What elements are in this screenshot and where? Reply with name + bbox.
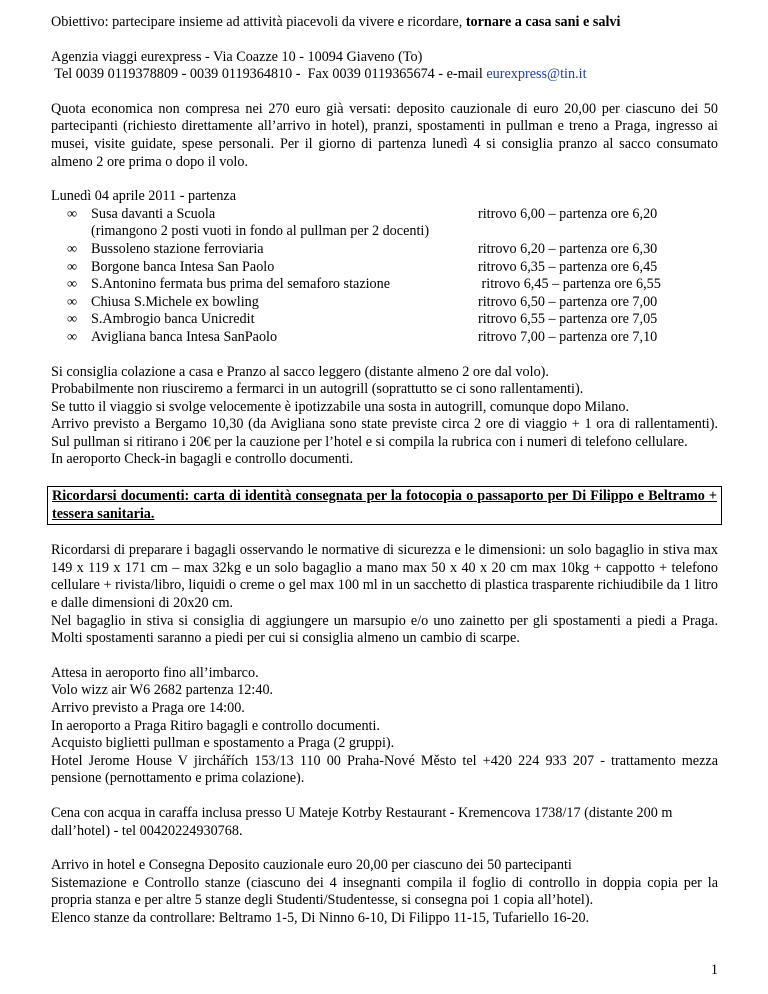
stop-time: ritrovo 6,50 – partenza ore 7,00 — [478, 293, 658, 310]
quota-paragraph: Quota economica non compresa nei 270 euro già versati: deposito cauzionale di euro 20,00 per ciascuno dei 50 partecipanti (richiesto direttamente all’arrivo in hotel), pranzi, spostamenti in pullman e treno a Praga, ingresso ai musei, visite guidate, spese personali. Per il giorno di partenza lunedì 4 si consiglia pranzo al sacco consumato almeno 2 ore prima o dopo il volo. — [51, 100, 718, 170]
page-number: 1 — [710, 962, 718, 978]
infinity-bullet-icon: ∞ — [67, 311, 78, 328]
hotel-line: Sistemazione e Controllo stanze (ciascuno dei 4 insegnanti compila il foglio di controllo in doppia copia per la propria stanza e per altre 5 stanze degli Studenti/Studentesse, si consegna poi 1 copia all’hotel). — [51, 874, 718, 909]
stop-time: ritrovo 6,45 – partenza ore 6,55 — [478, 276, 661, 293]
stop-place: Avigliana banca Intesa SanPaolo — [91, 328, 278, 345]
departure-stops-list — [51, 206, 718, 347]
stop-time: ritrovo 6,20 – partenza ore 6,30 — [478, 240, 658, 257]
infinity-bullet-icon: ∞ — [67, 293, 78, 310]
departure-heading: Lunedì 04 aprile 2011 - partenza — [51, 188, 237, 205]
objective-lead: Obiettivo: partecipare insieme ad attività piacevoli da vivere e ricordare, — [51, 14, 466, 30]
flight-line: Attesa in aeroporto fino all’imbarco. — [51, 664, 259, 681]
stop-note: (rimangono 2 posti vuoti in fondo al pullman per 2 docenti) — [91, 223, 430, 240]
stop-item — [51, 259, 718, 277]
agency-contacts — [51, 66, 718, 84]
advice-line: Si consiglia colazione a casa e Pranzo al sacco leggero (distante almeno 2 ore dal volo). — [51, 363, 549, 380]
flight-line: Hotel Jerome House V jirchářích 153/13 110 00 Praha-Nové Město tel +420 224 933 207 - trattamento mezza pensione (pernottamento e prima colazione). — [51, 752, 718, 787]
dinner-paragraph: Cena con acqua in caraffa inclusa presso U Mateje Kotrby Restaurant - Kremencova 1738/17 (distante 200 m dall’hotel) - tel 00420224930768. — [51, 804, 673, 839]
infinity-bullet-icon: ∞ — [67, 276, 78, 293]
stop-time: ritrovo 7,00 – partenza ore 7,10 — [478, 328, 658, 345]
stop-item — [51, 241, 718, 259]
infinity-bullet-icon: ∞ — [67, 205, 78, 222]
stop-item — [51, 276, 718, 294]
flight-line: Acquisto biglietti pullman e spostamento a Praga (2 gruppi). — [51, 735, 395, 752]
infinity-bullet-icon: ∞ — [67, 328, 78, 345]
stop-time: ritrovo 6,35 – partenza ore 6,45 — [478, 258, 658, 275]
stop-place: S.Antonino fermata bus prima del semaforo stazione — [91, 276, 391, 293]
stop-place: S.Ambrogio banca Unicredit — [91, 311, 255, 328]
stop-place: Bussoleno stazione ferroviaria — [91, 240, 264, 257]
stop-place: Borgone banca Intesa San Paolo — [91, 258, 275, 275]
advice-line: Arrivo previsto a Bergamo 10,30 (da Avigliana sono state previste circa 2 ore di viaggio + 1 ora di rallentamenti). Sul pullman si ritirano i 20€ per la cauzione per l’hotel e si compila la rubrica con i numeri di telefono cellulare. — [51, 416, 718, 450]
stop-place: Susa davanti a Scuola — [91, 205, 216, 222]
agency-phones: Tel 0039 0119378809 - 0039 0119364810 - Fax 0039 0119365674 - e-mail — [51, 66, 487, 83]
stop-time: ritrovo 6,55 – partenza ore 7,05 — [478, 311, 658, 328]
agency-email-link[interactable]: eurexpress@tin.it — [486, 66, 587, 83]
luggage-paragraph: Nel bagaglio in stiva si consiglia di aggiungere un marsupio e/o uno zainetto per gli spostamenti a piedi a Praga. Molti spostamenti saranno a piedi per cui si consiglia almeno un cambio di scarpe. — [51, 612, 718, 647]
infinity-bullet-icon: ∞ — [67, 258, 78, 275]
documents-reminder-box: Ricordarsi documenti: carta di identità consegnata per la fotocopia o passaporto per Di Filippo e Beltramo + tessera sanitaria. — [47, 486, 722, 525]
luggage-paragraph: Ricordarsi di preparare i bagagli osservando le normative di sicurezza e le dimensioni: un solo bagaglio in stiva max 149 x 119 x 171 cm – max 32kg e un solo bagaglio a mano max 50 x 40 x 20 cm max 10kg + cappotto + telefono cellulare + rivista/libro, liquidi o creme o gel max 100 ml in un sacchetto di plastica trasparente richiudibile da 1 litro e dalle dimensioni di 20x20 cm. — [51, 542, 718, 612]
advice-line: Se tutto il viaggio si svolge velocemente è ipotizzabile una sosta in autogrill, comunque dopo Milano. — [51, 398, 630, 415]
flight-line: Arrivo previsto a Praga ore 14:00. — [51, 700, 245, 716]
objective-line — [51, 14, 718, 32]
agency-address: Agenzia viaggi eurexpress - Via Coazze 10 - 10094 Giaveno (To) — [51, 48, 423, 65]
stop-item — [51, 329, 718, 347]
stop-item — [51, 206, 718, 224]
stop-item — [51, 311, 718, 329]
flight-line: Volo wizz air W6 2682 partenza 12:40. — [51, 682, 274, 699]
infinity-bullet-icon: ∞ — [67, 240, 78, 257]
stop-time: ritrovo 6,00 – partenza ore 6,20 — [478, 205, 658, 222]
hotel-line: Arrivo in hotel e Consegna Deposito cauzionale euro 20,00 per ciascuno dei 50 partecipanti — [51, 857, 572, 874]
stop-place: Chiusa S.Michele ex bowling — [91, 293, 259, 310]
advice-line: In aeroporto Check-in bagagli e controllo documenti. — [51, 451, 354, 468]
hotel-line: Elenco stanze da controllare: Beltramo 1-5, Di Ninno 6-10, Di Filippo 11-15, Tufariello 16-20. — [51, 909, 590, 926]
objective-bold: tornare a casa sani e salvi — [465, 14, 621, 30]
advice-line: Probabilmente non riusciremo a fermarci in un autogrill (soprattutto se ci sono rallentamenti). — [51, 381, 584, 398]
flight-line: In aeroporto a Praga Ritiro bagagli e controllo documenti. — [51, 717, 380, 734]
stop-item — [51, 294, 718, 312]
document-page — [51, 14, 718, 928]
